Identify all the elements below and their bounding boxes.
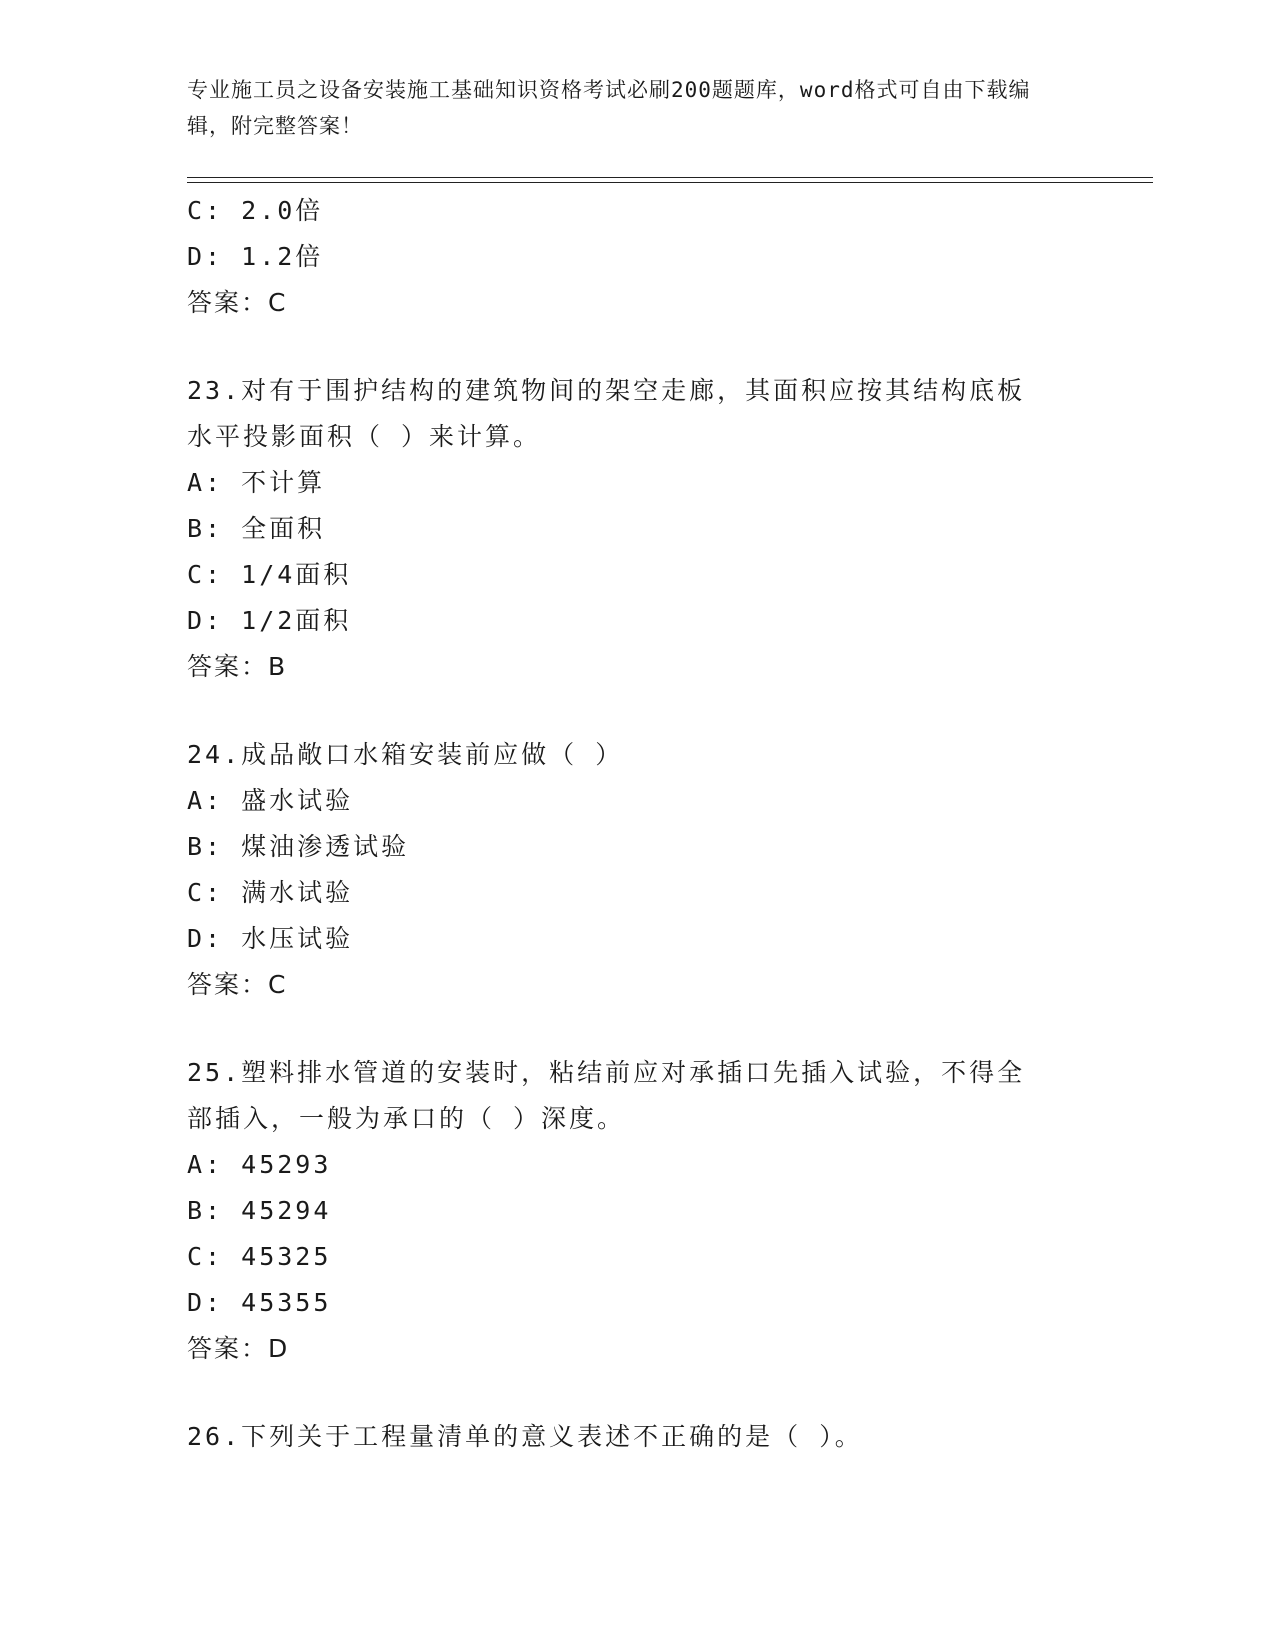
option-a: A: 45293 <box>187 1150 332 1179</box>
answer-label: 答案： <box>187 288 269 317</box>
option-c: C: 1/4面积 <box>187 560 352 589</box>
question-fragment <box>187 188 1087 326</box>
answer-label: 答案： <box>187 970 269 999</box>
option-a: A: 盛水试验 <box>187 786 354 815</box>
header-text: 专业施工员之设备安装施工基础知识资格考试必刷200题题库，word格式可自由下载编辑，附完整答案！ <box>187 78 1031 138</box>
question-item <box>187 1050 1087 1372</box>
answer-value: C <box>268 288 288 317</box>
answer-line <box>187 962 1087 1008</box>
answer-line <box>187 1326 1087 1372</box>
option-b: B: 煤油渗透试验 <box>187 832 410 861</box>
header-divider-top <box>187 177 1153 178</box>
answer-value: B <box>268 652 288 681</box>
question-stem: 23.对有于围护结构的建筑物间的架空走廊，其面积应按其结构底板水平投影面积（ ）来计算。 <box>187 376 1026 451</box>
question-list <box>187 188 1087 1460</box>
question-item <box>187 732 1087 1008</box>
document-header <box>187 72 1067 144</box>
option-b: B: 全面积 <box>187 514 326 543</box>
question-stem: 24.成品敞口水箱安装前应做（ ） <box>187 740 624 769</box>
answer-line <box>187 280 1087 326</box>
option-c: C: 45325 <box>187 1242 332 1271</box>
option-c: C: 2.0倍 <box>187 196 324 225</box>
option-d: D: 1/2面积 <box>187 606 352 635</box>
answer-line <box>187 644 1087 690</box>
option-a: A: 不计算 <box>187 468 326 497</box>
option-d: D: 45355 <box>187 1288 332 1317</box>
question-stem: 26.下列关于工程量清单的意义表述不正确的是（ ）。 <box>187 1422 863 1451</box>
option-d: D: 1.2倍 <box>187 242 324 271</box>
option-b: B: 45294 <box>187 1196 332 1225</box>
answer-label: 答案： <box>187 652 269 681</box>
question-stem: 25.塑料排水管道的安装时，粘结前应对承插口先插入试验，不得全部插入，一般为承口的（ ）深度。 <box>187 1058 1026 1133</box>
option-d: D: 水压试验 <box>187 924 354 953</box>
header-divider-bottom <box>187 182 1153 183</box>
option-c: C: 满水试验 <box>187 878 354 907</box>
answer-value: D <box>268 1334 290 1363</box>
answer-label: 答案： <box>187 1334 269 1363</box>
question-item <box>187 368 1087 690</box>
question-item <box>187 1414 1087 1460</box>
answer-value: C <box>268 970 288 999</box>
